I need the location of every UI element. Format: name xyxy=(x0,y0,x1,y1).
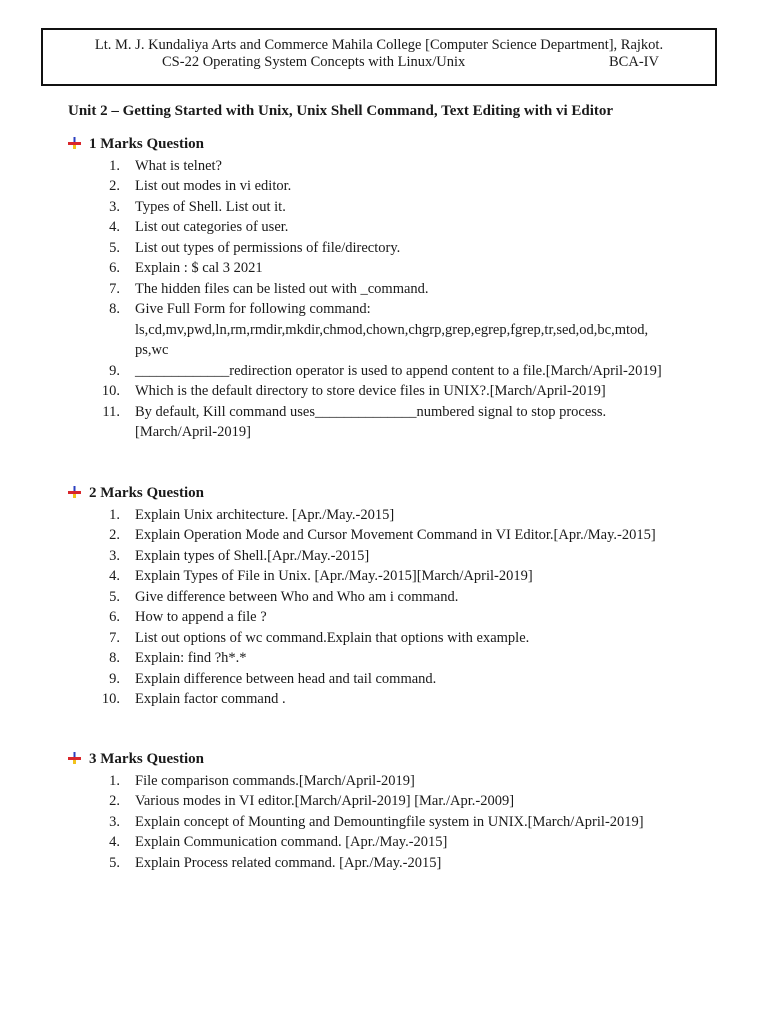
question-text: Various modes in VI editor.[March/April-2019] [Mar./Apr.-2009] xyxy=(135,793,515,809)
question-number: 5. xyxy=(109,239,120,256)
question-number: 2. xyxy=(109,527,120,543)
section-title: 2 Marks Question xyxy=(89,485,205,501)
question-number: 9. xyxy=(109,670,120,687)
question-number: 10. xyxy=(101,691,120,707)
question-number: 5. xyxy=(109,588,120,605)
course-title: CS-22 Operating System Concepts with Linux/Unix xyxy=(162,54,466,70)
question-item xyxy=(0,853,675,874)
question-number: 3. xyxy=(109,813,120,830)
question-number: 1. xyxy=(109,506,120,523)
question-number: 3. xyxy=(109,198,120,215)
question-number: 1. xyxy=(109,772,120,789)
question-number: 5. xyxy=(109,854,120,871)
question-number: 9. xyxy=(109,362,120,379)
question-text: Explain Unix architecture. [Apr./May.-2015] xyxy=(135,506,395,523)
question-text: By default, Kill command uses______________numbered signal to stop process.[March/April-2019] xyxy=(135,403,607,440)
question-number: 3. xyxy=(109,547,120,564)
question-item xyxy=(0,361,675,382)
question-item xyxy=(0,197,675,218)
section-heading xyxy=(68,750,204,768)
question-number: 10. xyxy=(101,383,120,399)
question-number: 7. xyxy=(109,629,120,646)
question-item xyxy=(0,587,675,608)
question-item xyxy=(0,546,675,567)
question-item xyxy=(0,669,675,690)
question-item xyxy=(0,566,675,587)
question-item xyxy=(0,791,675,812)
question-item xyxy=(0,628,675,649)
question-text: Types of Shell. List out it. xyxy=(135,198,286,215)
question-item xyxy=(0,381,675,402)
section-heading xyxy=(68,484,204,502)
question-number: 4. xyxy=(109,219,120,235)
semester-label: BCA-IV xyxy=(609,54,659,70)
question-text: The hidden files can be listed out with _command. xyxy=(135,280,429,297)
question-text: Give Full Form for following command: ls,cd,mv,pwd,ln,rm,rmdir,mkdir,chmod,chown,chgrp,grep,egrep,fgrep,tr,sed,od,bc,mtod, ps,wc xyxy=(135,301,649,358)
question-text: Explain difference between head and tail command. xyxy=(135,670,437,687)
question-item xyxy=(0,156,675,177)
question-number: 2. xyxy=(109,178,120,194)
question-text: List out types of permissions of file/directory. xyxy=(135,239,401,256)
question-number: 1. xyxy=(109,157,120,174)
question-text: File comparison commands.[March/April-2019] xyxy=(135,772,415,789)
question-item xyxy=(0,832,675,853)
question-number: 4. xyxy=(109,834,120,850)
question-list xyxy=(0,771,675,874)
question-text: How to append a file ? xyxy=(135,609,267,625)
question-text: List out options of wc command.Explain that options with example. xyxy=(135,629,530,646)
question-text: What is telnet? xyxy=(135,157,222,174)
question-item xyxy=(0,258,675,279)
question-text: Explain Process related command. [Apr./May.-2015] xyxy=(135,854,442,871)
section-heading xyxy=(68,135,204,153)
question-item xyxy=(0,217,675,238)
college-name: Lt. M. J. Kundaliya Arts and Commerce Mahila College [Computer Science Department], Rajkot. xyxy=(94,37,664,53)
question-text: Explain: find ?h*.* xyxy=(135,650,247,666)
question-item xyxy=(0,689,675,710)
unit-title: Unit 2 – Getting Started with Unix, Unix Shell Command, Text Editing with vi Editor xyxy=(68,103,614,119)
question-text: Explain Types of File in Unix. [Apr./May.-2015][March/April-2019] xyxy=(135,568,533,584)
question-item xyxy=(0,176,675,197)
question-list xyxy=(0,156,675,443)
question-text: Explain Operation Mode and Cursor Movement Command in VI Editor.[Apr./May.-2015] xyxy=(135,527,656,543)
question-text: _____________redirection operator is used to append content to a file.[March/April-2019] xyxy=(135,362,662,379)
course-line xyxy=(162,54,659,71)
question-text: Explain Communication command. [Apr./May.-2015] xyxy=(135,834,448,850)
question-text: Which is the default directory to store device files in UNIX?.[March/April-2019] xyxy=(135,383,606,399)
section-title: 3 Marks Question xyxy=(89,751,205,767)
question-number: 4. xyxy=(109,568,120,584)
question-text: Explain concept of Mounting and Demountingfile system in UNIX.[March/April-2019] xyxy=(135,813,644,830)
question-text: List out categories of user. xyxy=(135,219,289,235)
question-text: List out modes in vi editor. xyxy=(135,178,292,194)
question-list xyxy=(0,505,675,710)
pin-bullet-icon xyxy=(68,752,81,764)
question-item xyxy=(0,771,675,792)
question-item xyxy=(0,525,675,546)
pin-bullet-icon xyxy=(68,137,81,149)
question-text: Explain factor command . xyxy=(135,691,286,707)
question-text: Give difference between Who and Who am i command. xyxy=(135,588,459,605)
question-number: 8. xyxy=(109,301,120,317)
question-text: Explain types of Shell.[Apr./May.-2015] xyxy=(135,547,370,564)
header-box xyxy=(41,28,717,86)
question-item xyxy=(0,812,675,833)
question-item xyxy=(0,607,675,628)
question-item xyxy=(0,279,675,300)
question-item xyxy=(0,402,675,443)
question-number: 7. xyxy=(109,280,120,297)
question-number: 2. xyxy=(109,793,120,809)
pin-bullet-icon xyxy=(68,486,81,498)
question-number: 11. xyxy=(102,403,120,420)
question-item xyxy=(0,505,675,526)
question-item xyxy=(0,299,675,361)
question-number: 6. xyxy=(109,609,120,625)
question-item xyxy=(0,238,675,259)
question-item xyxy=(0,648,675,669)
question-number: 8. xyxy=(109,650,120,666)
question-number: 6. xyxy=(109,260,120,276)
question-text: Explain : $ cal 3 2021 xyxy=(135,260,263,276)
section-title: 1 Marks Question xyxy=(89,136,205,152)
